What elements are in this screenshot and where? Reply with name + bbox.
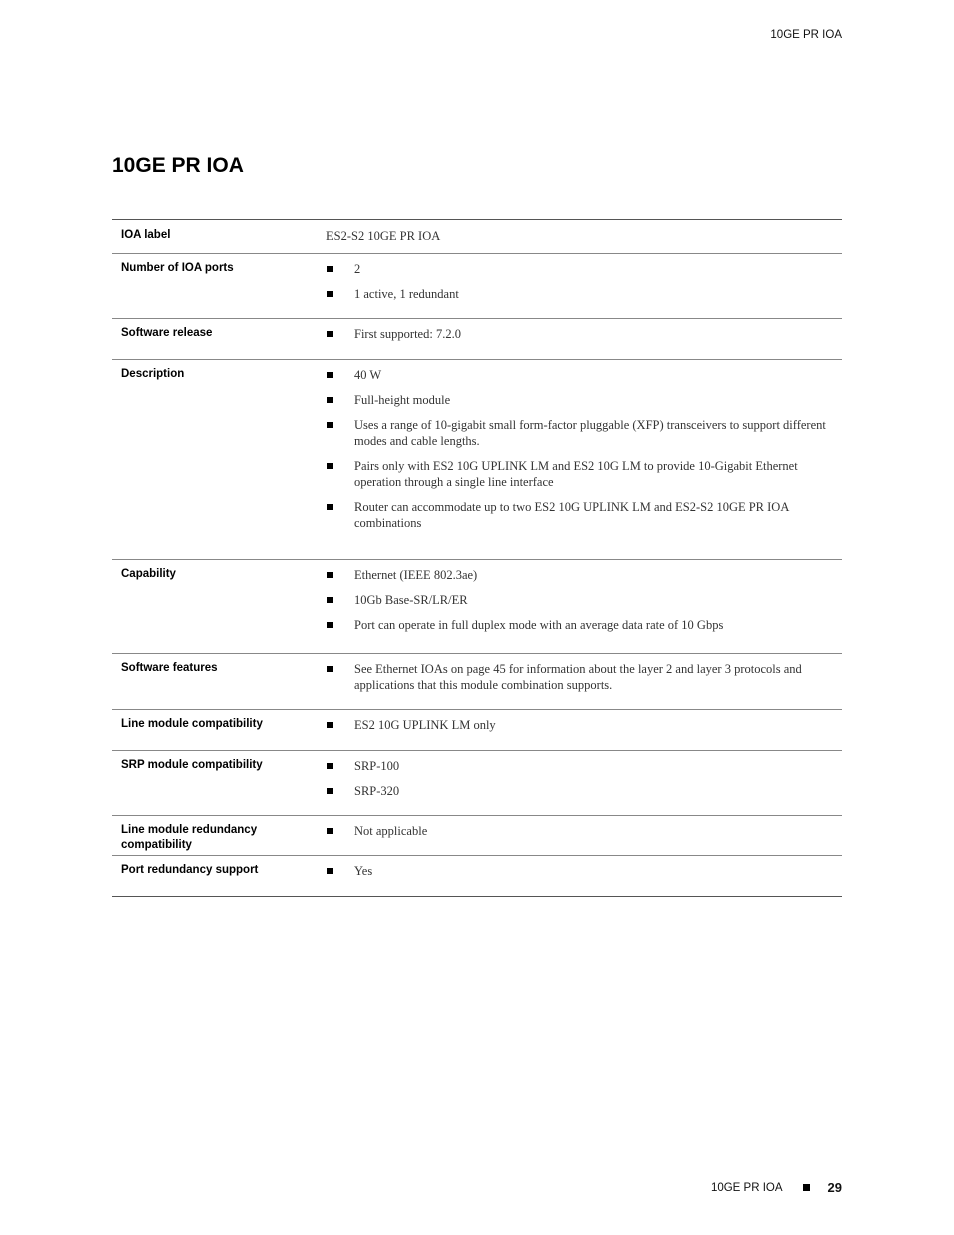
row-label: SRP module compatibility xyxy=(121,759,263,771)
bullet-icon xyxy=(327,504,333,510)
list-item: Yes xyxy=(316,863,842,879)
spec-row-description xyxy=(112,360,842,560)
bullet-icon xyxy=(327,572,333,578)
row-label: Number of IOA ports xyxy=(121,262,234,274)
bullet-list xyxy=(316,661,842,693)
bullet-icon xyxy=(327,463,333,469)
bullet-icon xyxy=(327,597,333,603)
spec-row-capability xyxy=(112,560,842,654)
list-item: 40 W xyxy=(316,367,842,383)
bullet-icon xyxy=(327,828,333,834)
bullet-icon xyxy=(327,763,333,769)
bullet-list xyxy=(316,567,842,633)
list-item: Not applicable xyxy=(316,823,842,839)
bullet-list xyxy=(316,367,842,531)
list-item: SRP-320 xyxy=(316,783,842,799)
bullet-icon xyxy=(327,422,333,428)
bullet-list xyxy=(316,261,842,302)
list-item: SRP-100 xyxy=(316,758,842,774)
spec-row-srp-module-compatibility xyxy=(112,751,842,816)
bullet-icon xyxy=(327,868,333,874)
bullet-icon xyxy=(327,372,333,378)
list-item: ES2 10G UPLINK LM only xyxy=(316,717,842,733)
spec-row-line-module-redundancy xyxy=(112,816,842,856)
spec-row-software-features xyxy=(112,654,842,710)
list-item: 10Gb Base-SR/LR/ER xyxy=(316,592,842,608)
row-label: IOA label xyxy=(121,229,171,241)
list-item: See Ethernet IOAs on page 45 for information about the layer 2 and layer 3 protocols and applications that this module combination supports. xyxy=(316,661,842,693)
list-item: Ethernet (IEEE 802.3ae) xyxy=(316,567,842,583)
bullet-icon xyxy=(327,622,333,628)
running-head: 10GE PR IOA xyxy=(770,29,842,41)
spec-row-ioa-label xyxy=(112,220,842,254)
spec-row-port-redundancy xyxy=(112,856,842,897)
footer-section: 10GE PR IOA xyxy=(710,1181,783,1194)
spec-row-ioa-ports xyxy=(112,254,842,319)
list-item: Port can operate in full duplex mode with an average data rate of 10 Gbps xyxy=(316,617,842,633)
bullet-list xyxy=(316,863,842,879)
bullet-list xyxy=(316,758,842,799)
bullet-icon xyxy=(327,666,333,672)
list-item: Uses a range of 10-gigabit small form-factor pluggable (XFP) transceivers to support different modes and cable lengths. xyxy=(316,417,842,449)
spec-row-line-module-compatibility xyxy=(112,710,842,751)
spec-table xyxy=(112,219,842,897)
bullet-list xyxy=(316,823,842,839)
separator-icon xyxy=(803,1184,810,1191)
row-label: Software features xyxy=(121,662,218,674)
page-footer xyxy=(711,1180,842,1195)
row-label: Capability xyxy=(121,568,176,580)
bullet-icon xyxy=(327,291,333,297)
row-label: Port redundancy support xyxy=(121,864,259,876)
bullet-list xyxy=(316,717,842,733)
bullet-icon xyxy=(327,266,333,272)
page-title: 10GE PR IOA xyxy=(112,154,244,177)
list-item: Pairs only with ES2 10G UPLINK LM and ES2 10G LM to provide 10-Gigabit Ethernet operation through a single line interface xyxy=(316,458,842,490)
row-label: Software release xyxy=(121,327,213,339)
spec-row-software-release xyxy=(112,319,842,360)
list-item: Router can accommodate up to two ES2 10G UPLINK LM and ES2-S2 10GE PR IOA combinations xyxy=(316,499,842,531)
bullet-icon xyxy=(327,331,333,337)
row-label: Description xyxy=(121,368,185,380)
bullet-icon xyxy=(327,397,333,403)
list-item: Full-height module xyxy=(316,392,842,408)
list-item: First supported: 7.2.0 xyxy=(316,326,842,342)
bullet-icon xyxy=(327,788,333,794)
bullet-list xyxy=(316,326,842,342)
list-item: 2 xyxy=(316,261,842,277)
row-value: ES2-S2 10GE PR IOA xyxy=(326,229,441,243)
row-label: Line module compatibility xyxy=(121,718,263,730)
page-number: 29 xyxy=(827,1180,842,1195)
row-label: Line module redundancy compatibility xyxy=(121,824,258,851)
list-item: 1 active, 1 redundant xyxy=(316,286,842,302)
bullet-icon xyxy=(327,722,333,728)
